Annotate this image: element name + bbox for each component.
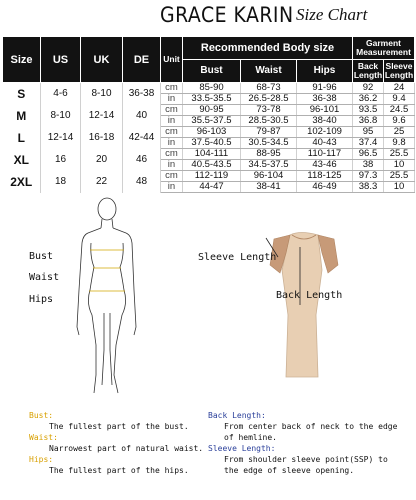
sleeve-length-cell: 9.4	[384, 94, 415, 105]
desc-waist-term: Waist:	[29, 433, 58, 442]
bust-cell: 96-103	[183, 127, 241, 138]
unit-cell: in	[161, 116, 183, 127]
bust-cell: 104-111	[183, 149, 241, 160]
desc-sleeve-text-1: From shoulder sleeve point(SSP) to	[224, 455, 388, 464]
back-length-cell: 93.5	[353, 105, 384, 116]
back-length-cell: 92	[353, 83, 384, 94]
size-cell: M	[3, 105, 41, 127]
hips-cell: 118-125	[297, 171, 353, 182]
unit-cell: in	[161, 138, 183, 149]
desc-sleeve-text-2: the edge of sleeve opening.	[224, 466, 355, 475]
bust-cell: 44-47	[183, 182, 241, 193]
back-length-cell: 36.2	[353, 94, 384, 105]
sleeve-length-cell: 25.5	[384, 171, 415, 182]
bust-cell: 112-119	[183, 171, 241, 182]
unit-cell: cm	[161, 105, 183, 116]
description-garment	[208, 410, 413, 476]
desc-back-text-1: From center back of neck to the edge	[224, 422, 398, 431]
header-hips: Hips	[297, 60, 353, 83]
back-length-cell: 37.4	[353, 138, 384, 149]
desc-bust-text: The fullest part of the bust.	[49, 422, 189, 431]
back-length-cell: 36.8	[353, 116, 384, 127]
waist-cell: 26.5-28.5	[241, 94, 297, 105]
hips-cell: 102-109	[297, 127, 353, 138]
unit-cell: cm	[161, 127, 183, 138]
back-length-cell: 38.3	[353, 182, 384, 193]
sleeve-length-cell: 9.6	[384, 116, 415, 127]
hips-cell: 36-38	[297, 94, 353, 105]
de-cell: 48	[123, 171, 161, 193]
header-body-size: Recommended Body size	[183, 37, 353, 60]
unit-cell: cm	[161, 83, 183, 94]
waist-cell: 96-104	[241, 171, 297, 182]
uk-cell: 8-10	[81, 83, 123, 105]
header-us: US	[41, 37, 81, 83]
desc-hips-term: Hips:	[29, 455, 54, 464]
unit-cell: in	[161, 94, 183, 105]
back-length-cell: 38	[353, 160, 384, 171]
dress-label-back: Back Length	[276, 290, 343, 301]
back-length-cell: 96.5	[353, 149, 384, 160]
header-garment: Garment Measurement	[353, 37, 415, 60]
size-cell: S	[3, 83, 41, 105]
unit-cell: cm	[161, 171, 183, 182]
bust-cell: 40.5-43.5	[183, 160, 241, 171]
header-back-length: Back Length	[353, 60, 384, 83]
sleeve-length-cell: 24	[384, 83, 415, 94]
sleeve-length-cell: 25	[384, 127, 415, 138]
waist-cell: 34.5-37.5	[241, 160, 297, 171]
us-cell: 16	[41, 149, 81, 171]
figure-label-bust: Bust	[29, 251, 54, 262]
sleeve-length-cell: 10	[384, 182, 415, 193]
desc-back-text-2: of hemline.	[224, 433, 277, 442]
waist-cell: 68-73	[241, 83, 297, 94]
header-bust: Bust	[183, 60, 241, 83]
hips-cell: 43-46	[297, 160, 353, 171]
desc-sleeve-term: Sleeve Length:	[208, 444, 276, 453]
de-cell: 46	[123, 149, 161, 171]
brand-title: GRACE KARIN	[160, 3, 294, 27]
desc-back-term: Back Length:	[208, 411, 266, 420]
bust-cell: 35.5-37.5	[183, 116, 241, 127]
figure-label-hips: Hips	[29, 294, 54, 305]
header-unit: Unit	[161, 37, 183, 83]
size-cell: 2XL	[3, 171, 41, 193]
unit-cell: cm	[161, 149, 183, 160]
hips-cell: 38-40	[297, 116, 353, 127]
waist-cell: 73-78	[241, 105, 297, 116]
desc-waist-text: Narrowest part of natural waist.	[49, 444, 204, 453]
size-cell: L	[3, 127, 41, 149]
waist-cell: 30.5-34.5	[241, 138, 297, 149]
waist-cell: 79-87	[241, 127, 297, 138]
us-cell: 4-6	[41, 83, 81, 105]
header-size: Size	[3, 37, 41, 83]
desc-bust-term: Bust:	[29, 411, 54, 420]
desc-hips-text: The fullest part of the hips.	[49, 466, 189, 475]
de-cell: 40	[123, 105, 161, 127]
hips-cell: 110-117	[297, 149, 353, 160]
body-figure	[77, 198, 136, 393]
header-waist: Waist	[241, 60, 297, 83]
figure-label-waist: Waist	[29, 272, 60, 283]
hips-cell: 96-101	[297, 105, 353, 116]
unit-cell: in	[161, 182, 183, 193]
us-cell: 18	[41, 171, 81, 193]
dress-label-sleeve: Sleeve Length	[198, 252, 277, 263]
bust-cell: 33.5-35.5	[183, 94, 241, 105]
description-body	[29, 410, 207, 476]
unit-cell: in	[161, 160, 183, 171]
sleeve-length-cell: 24.5	[384, 105, 415, 116]
de-cell: 42-44	[123, 127, 161, 149]
waist-cell: 88-95	[241, 149, 297, 160]
uk-cell: 16-18	[81, 127, 123, 149]
illustration-area	[0, 195, 416, 400]
back-length-cell: 97.3	[353, 171, 384, 182]
bust-cell: 85-90	[183, 83, 241, 94]
uk-cell: 20	[81, 149, 123, 171]
hips-cell: 91-96	[297, 83, 353, 94]
us-cell: 8-10	[41, 105, 81, 127]
sleeve-length-cell: 25.5	[384, 149, 415, 160]
bust-cell: 37.5-40.5	[183, 138, 241, 149]
size-cell: XL	[3, 149, 41, 171]
bust-cell: 90-95	[183, 105, 241, 116]
size-table	[2, 36, 415, 193]
waist-cell: 28.5-30.5	[241, 116, 297, 127]
header-uk: UK	[81, 37, 123, 83]
dress-figure	[266, 233, 338, 378]
de-cell: 36-38	[123, 83, 161, 105]
header-sleeve-length: Sleeve Length	[384, 60, 415, 83]
header-de: DE	[123, 37, 161, 83]
hips-cell: 46-49	[297, 182, 353, 193]
waist-cell: 38-41	[241, 182, 297, 193]
chart-title: Size Chart	[296, 5, 368, 24]
sleeve-length-cell: 10	[384, 160, 415, 171]
uk-cell: 22	[81, 171, 123, 193]
hips-cell: 40-43	[297, 138, 353, 149]
us-cell: 12-14	[41, 127, 81, 149]
sleeve-length-cell: 9.8	[384, 138, 415, 149]
back-length-cell: 95	[353, 127, 384, 138]
uk-cell: 12-14	[81, 105, 123, 127]
